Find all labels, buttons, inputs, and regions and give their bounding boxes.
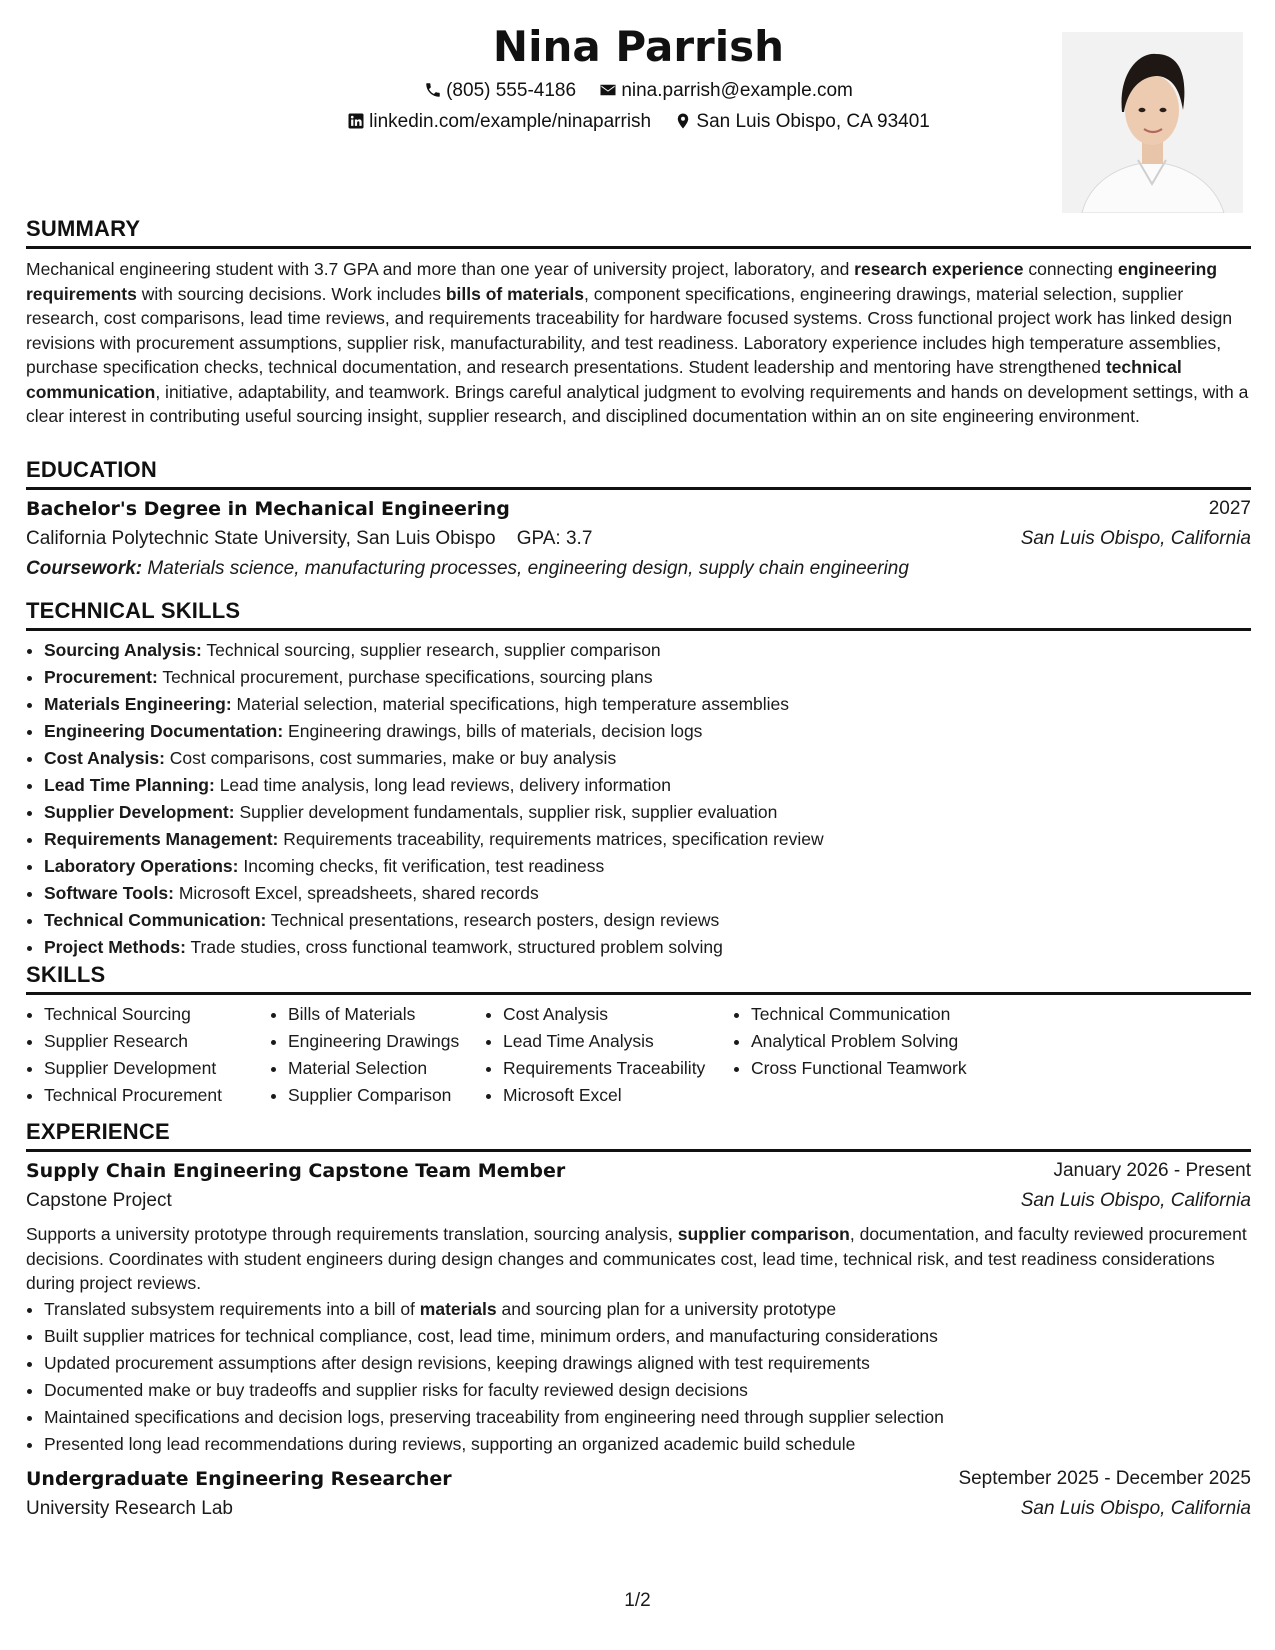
map-pin-icon: [674, 112, 692, 130]
skill-category: Engineering Documentation:: [44, 721, 284, 741]
technical-skills-list: [26, 637, 1251, 961]
linkedin-icon: [347, 112, 365, 130]
job-org: University Research Lab: [26, 1497, 233, 1519]
skill-details: Technical presentations, research posters, design reviews: [266, 910, 720, 930]
skills-column: [485, 1001, 733, 1109]
job-bullet: [44, 1323, 1251, 1350]
linkedin-text: linkedin.com/example/ninaparrish: [369, 111, 652, 132]
job-dates: September 2025 - December 2025: [958, 1467, 1251, 1489]
skill-details: Requirements traceability, requirements matrices, specification review: [278, 829, 824, 849]
candidate-name: Nina Parrish: [492, 22, 785, 71]
skill-item: • Supplier Comparison: [288, 1082, 485, 1109]
job-bullet: [44, 1296, 1251, 1323]
text-run: connecting: [1023, 259, 1118, 279]
school-line: [26, 528, 592, 550]
text-run: , initiative, adaptability, and teamwork. Brings careful analytical judgment to evolving requirements and hands on development settings, with a clear interest in contributing useful sourcing insight, supplier research, and disciplined documentation within an on site engineering environment.: [26, 381, 1249, 426]
skill-details: Engineering drawings, bills of materials, decision logs: [283, 721, 703, 741]
graduation-year: 2027: [1208, 498, 1251, 519]
gpa: GPA: 3.7: [516, 528, 593, 549]
contact-location: [674, 111, 929, 133]
technical-skill-item: [44, 907, 1251, 934]
job-bullet: [44, 1431, 1251, 1458]
skill-item: • Supplier Development: [44, 1055, 270, 1082]
skill-details: Technical procurement, purchase specifications, sourcing plans: [157, 667, 653, 687]
skill-category: Software Tools:: [44, 883, 174, 903]
education-section: [26, 457, 1251, 588]
job-1-row-1: [26, 1160, 1251, 1190]
job-location: San Luis Obispo, California: [1020, 1497, 1251, 1519]
experience-section: [26, 1119, 1251, 1528]
technical-skill-item: [44, 718, 1251, 745]
envelope-icon: [599, 81, 617, 99]
job-2-row-1: [26, 1468, 1251, 1498]
skill-category: Project Methods:: [44, 937, 186, 957]
technical-skill-item: [44, 853, 1251, 880]
text-run: Mechanical engineering student with 3.7 GPA and more than one year of university project, laboratory, and: [26, 259, 855, 279]
email-text: nina.parrish@example.com: [621, 80, 853, 101]
section-title: TECHNICAL SKILLS: [26, 598, 1251, 631]
school-name: California Polytechnic State University, San Luis Obispo: [26, 528, 496, 549]
skill-details: Cost comparisons, cost summaries, make or buy analysis: [164, 748, 617, 768]
text-run: Updated procurement assumptions after design revisions, keeping drawings aligned with test requirements: [44, 1352, 870, 1373]
skills-column: [26, 1001, 270, 1109]
skill-category: Sourcing Analysis:: [44, 640, 202, 660]
skill-item: • Microsoft Excel: [503, 1082, 733, 1109]
text-run: with sourcing decisions. Work includes: [136, 283, 446, 304]
emphasis-text: supplier comparison: [677, 1224, 850, 1244]
text-run: Supports a university prototype through requirements translation, sourcing analysis,: [26, 1224, 678, 1244]
technical-skill-item: [44, 745, 1251, 772]
skill-category: Lead Time Planning:: [44, 775, 215, 795]
emphasis-text: research experience: [854, 259, 1024, 279]
section-title: SUMMARY: [26, 216, 1251, 249]
skill-details: Microsoft Excel, spreadsheets, shared records: [173, 883, 539, 903]
job-role: Supply Chain Engineering Capstone Team Member: [26, 1160, 566, 1182]
skill-item: • Material Selection: [288, 1055, 485, 1082]
section-title: EXPERIENCE: [26, 1119, 1251, 1152]
technical-skill-item: [44, 637, 1251, 664]
job-1-row-2: [26, 1190, 1251, 1220]
skill-category: Supplier Development:: [44, 802, 235, 822]
technical-skill-item: [44, 691, 1251, 718]
text-run: Maintained specifications and decision logs, preserving traceability from engineering need through supplier selection: [44, 1406, 944, 1427]
job-bullet: [44, 1377, 1251, 1404]
job-org: Capstone Project: [26, 1190, 172, 1211]
skill-item: • Bills of Materials: [288, 1001, 485, 1028]
job-role: Undergraduate Engineering Researcher: [26, 1467, 452, 1490]
text-run: Built supplier matrices for technical compliance, cost, lead time, minimum orders, and manufacturing considerations: [44, 1325, 938, 1346]
skill-item: • Technical Procurement: [44, 1082, 270, 1109]
skills-column: [270, 1001, 485, 1109]
section-title: EDUCATION: [26, 457, 1251, 490]
profile-photo: [1062, 32, 1243, 213]
skill-category: Cost Analysis:: [44, 748, 165, 768]
education-row-1: [26, 498, 1251, 528]
technical-skill-item: [44, 934, 1251, 961]
technical-skill-item: [44, 772, 1251, 799]
skill-details: Supplier development fundamentals, supplier risk, supplier evaluation: [234, 802, 778, 822]
text-run: and sourcing plan for a university prototype: [496, 1298, 837, 1319]
text-run: , documentation, and faculty reviewed procurement decisions. Coordinates with student engineers during design changes and communicates cost, lead time, technical risk, and test readiness considerations during project reviews.: [26, 1224, 1247, 1293]
skill-details: Lead time analysis, long lead reviews, delivery information: [214, 775, 672, 795]
skill-details: Trade studies, cross functional teamwork, structured problem solving: [185, 937, 723, 957]
skill-item: • Supplier Research: [44, 1028, 270, 1055]
skill-category: Technical Communication:: [44, 910, 267, 930]
coursework-row: [26, 558, 1251, 588]
page-number: 1/2: [624, 1590, 651, 1611]
skill-item: • Lead Time Analysis: [503, 1028, 733, 1055]
skill-category: Laboratory Operations:: [44, 856, 239, 876]
emphasis-text: engineering requirements: [26, 259, 1218, 304]
summary-paragraph: [26, 257, 1251, 429]
emphasis-text: materials: [419, 1298, 497, 1319]
skill-item: • Engineering Drawings: [288, 1028, 485, 1055]
text-run: Presented long lead recommendations during reviews, supporting an organized academic build schedule: [44, 1433, 856, 1454]
education-row-2: [26, 528, 1251, 558]
coursework-text: Materials science, manufacturing processes, engineering design, supply chain engineering: [147, 558, 909, 579]
skill-category: Materials Engineering:: [44, 694, 232, 714]
skill-details: Technical sourcing, supplier research, supplier comparison: [201, 640, 661, 660]
skill-item: • Requirements Traceability: [503, 1055, 733, 1082]
job-bullet: [44, 1350, 1251, 1377]
school-location: San Luis Obispo, California: [1020, 528, 1251, 549]
skill-item: • Cost Analysis: [503, 1001, 733, 1028]
emphasis-text: technical communication: [26, 357, 1182, 402]
text-run: Documented make or buy tradeoffs and supplier risks for faculty reviewed design decisions: [44, 1379, 748, 1400]
job-bullet: [44, 1404, 1251, 1431]
job-bullets: [26, 1296, 1251, 1458]
technical-skill-item: [44, 664, 1251, 691]
location-text: San Luis Obispo, CA 93401: [696, 111, 930, 132]
phone-icon: [424, 81, 442, 99]
skills-column: [733, 1001, 993, 1109]
skill-details: Incoming checks, fit verification, test readiness: [238, 856, 605, 876]
skills-grid: [26, 1001, 1251, 1109]
section-title: SKILLS: [26, 962, 1251, 995]
skill-details: Material selection, material specifications, high temperature assemblies: [231, 694, 790, 714]
skill-category: Procurement:: [44, 667, 158, 687]
degree-name: Bachelor's Degree in Mechanical Engineering: [26, 498, 510, 520]
skill-item: • Analytical Problem Solving: [751, 1028, 993, 1055]
job-location: San Luis Obispo, California: [1020, 1190, 1251, 1211]
contact-phone[interactable]: [424, 80, 576, 102]
summary-section: [26, 216, 1251, 429]
technical-skill-item: [44, 799, 1251, 826]
technical-skill-item: [44, 880, 1251, 907]
skill-category: Requirements Management:: [44, 829, 279, 849]
job-2-row-2: [26, 1498, 1251, 1528]
skill-item: • Technical Communication: [751, 1001, 993, 1028]
text-run: Translated subsystem requirements into a bill of: [44, 1298, 420, 1319]
contact-linkedin[interactable]: [347, 111, 651, 133]
skills-section: [26, 962, 1251, 1109]
phone-text: (805) 555-4186: [446, 80, 577, 101]
skill-item: • Cross Functional Teamwork: [751, 1055, 993, 1082]
technical-skills-section: [26, 598, 1251, 961]
job-dates: January 2026 - Present: [1053, 1160, 1251, 1181]
technical-skill-item: [44, 826, 1251, 853]
job-description: [26, 1222, 1251, 1296]
coursework-label: Coursework:: [26, 558, 143, 579]
resume-page: [26, 0, 1251, 1650]
text-run: , component specifications, engineering drawings, material selection, supplier research, cost comparisons, lead time reviews, and requirements traceability for hardware focused systems. Cross functional project work has linked design revisions with procurement assumptions, supplier risk, manufacturability, and test readiness. Laboratory experience includes high temperature assemblies, purchase specification checks, technical documentation, and research presentations. Student leadership and mentoring have strengthened: [26, 283, 1233, 377]
skill-item: • Technical Sourcing: [44, 1001, 270, 1028]
emphasis-text: bills of materials: [445, 283, 584, 304]
contact-email[interactable]: [599, 80, 853, 102]
